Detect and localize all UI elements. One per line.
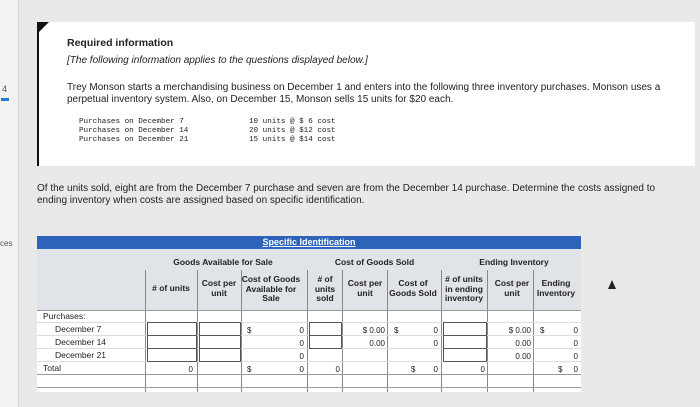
panel-subtitle: [The following information applies to the questions displayed below.] (67, 55, 368, 66)
ending-dollar-dec7: $ (540, 326, 545, 335)
sold-cpu-dec7: $ 0.00 (362, 326, 385, 335)
total-cogs: 0 (433, 365, 438, 374)
ending-dec7: 0 (573, 326, 578, 335)
cogas-dollar-dec7: $ (247, 326, 252, 335)
ending-dec21: 0 (573, 352, 578, 361)
sidebar-fragment: ces (0, 239, 13, 248)
purchase-label-3: Purchases on December 21 (79, 136, 189, 144)
group-sold: Cost of Goods Sold (334, 257, 415, 267)
row-label-total: Total (43, 363, 61, 373)
purchases-label: Purchases: (43, 311, 86, 321)
col-ending-inventory: Ending Inventory (536, 278, 576, 298)
purchase-label-2: Purchases on December 14 (79, 127, 189, 135)
units-ending-input-dec7[interactable] (443, 322, 487, 336)
cogas-dec21: 0 (299, 352, 304, 361)
table-title: Specific Identification (262, 237, 356, 247)
purchase-detail-3: 15 units @ $14 cost (249, 136, 336, 144)
cost-input-dec7[interactable] (199, 322, 241, 336)
col-cost-per-unit: Cost per unit (201, 278, 237, 298)
col-cost-per-unit-sold: Cost per unit (347, 278, 383, 298)
end-cpu-dec14: 0.00 (515, 339, 531, 348)
required-information-panel (37, 22, 695, 166)
col-cogs: Cost of Goods Sold (389, 278, 437, 298)
cogs-dollar-dec7: $ (394, 326, 399, 335)
total-cogas-dollar: $ (247, 365, 252, 374)
sold-cpu-dec14: 0.00 (369, 339, 385, 348)
units-input-dec14[interactable] (147, 335, 197, 349)
row-label-dec7: December 7 (55, 324, 102, 334)
panel-flag-icon (37, 22, 49, 34)
group-available: Goods Available for Sale (173, 257, 273, 267)
cogs-dec7: 0 (433, 326, 438, 335)
active-marker (1, 98, 9, 101)
units-sold-input-dec14[interactable] (309, 335, 342, 349)
row-label-dec21: December 21 (55, 350, 107, 360)
left-strip (0, 0, 19, 407)
question-text: Of the units sold, eight are from the December 7 purchase and seven are from the December 14 purchase. Determine the costs assigned to ending inventory when costs are assigned based on specific identification. (37, 183, 656, 206)
purchase-detail-1: 10 units @ $ 6 cost (249, 118, 336, 126)
group-ending: Ending Inventory (479, 257, 549, 267)
total-cogas: 0 (299, 365, 304, 374)
purchase-label-1: Purchases on December 7 (79, 118, 184, 126)
units-input-dec7[interactable] (147, 322, 197, 336)
specific-identification-table (37, 236, 581, 392)
mouse-cursor-icon (608, 280, 616, 289)
units-ending-input-dec21[interactable] (443, 348, 487, 362)
col-cost-per-unit-ending: Cost per unit (494, 278, 530, 298)
panel-body: Trey Monson starts a merchandising business on December 1 and enters into the following three inventory purchases. Monson uses a perpetual inventory system. Also, on December 15, Monson sells 15 units for $20 each. (67, 82, 661, 105)
total-units-sold: 0 (335, 365, 340, 374)
row-label-dec14: December 14 (55, 337, 107, 347)
total-cogs-dollar: $ (411, 365, 416, 374)
total-units-ending: 0 (480, 365, 485, 374)
purchase-detail-2: 20 units @ $12 cost (249, 127, 336, 135)
total-ending: 0 (573, 365, 578, 374)
cost-input-dec14[interactable] (199, 335, 241, 349)
col-cogas: Cost of Goods Available for Sale (241, 274, 301, 303)
units-input-dec21[interactable] (147, 348, 197, 362)
units-sold-input-dec7[interactable] (309, 322, 342, 336)
cost-input-dec21[interactable] (199, 348, 241, 362)
question-number: 4 (2, 84, 8, 94)
ending-dec14: 0 (573, 339, 578, 348)
total-units: 0 (188, 365, 193, 374)
units-ending-input-dec14[interactable] (443, 335, 487, 349)
cogs-dec14: 0 (433, 339, 438, 348)
col-units-ending: # of units in ending inventory (444, 274, 484, 303)
total-ending-dollar: $ (558, 365, 563, 374)
cogas-dec14: 0 (299, 339, 304, 348)
end-cpu-dec21: 0.00 (515, 352, 531, 361)
cogas-dec7: 0 (299, 326, 304, 335)
col-units: # of units (152, 283, 190, 293)
col-units-sold: # of units sold (314, 274, 336, 303)
end-cpu-dec7: $ 0.00 (508, 326, 531, 335)
panel-title: Required information (67, 37, 174, 49)
